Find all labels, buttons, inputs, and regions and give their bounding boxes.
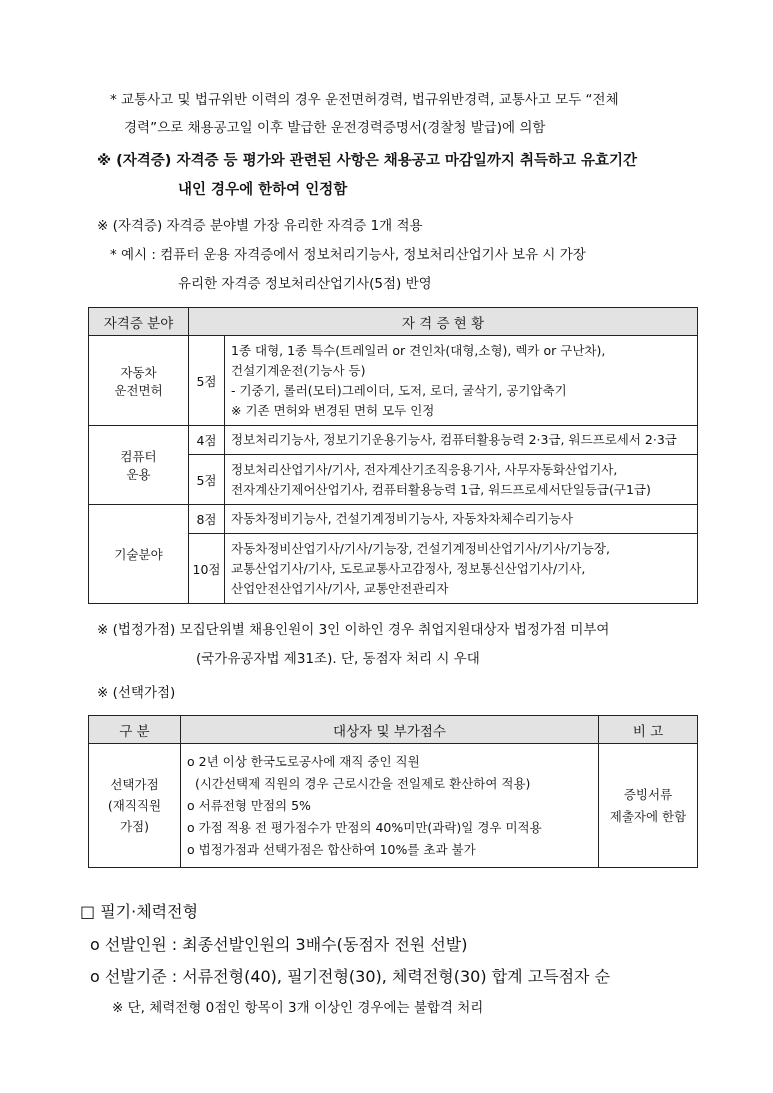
score-driving: 5점 <box>189 336 225 426</box>
example-b: 유리한 자격증 정보처리산업기사(5점) 반영 <box>178 276 432 292</box>
bonus-target-list: o 2년 이상 한국도로공사에 재직 중인 직원 (시간선택제 직원의 경우 근로시간을 전일제로 환산하여 적용) o 서류전형 만점의 5% o 가점 적용 전 평가점수가 만점의 40%미만(과락)일 경우 미적용 o 법정가점과 선택가점은 합산하여 10%를 초과 불가 <box>181 744 599 868</box>
bonus-table <box>88 715 698 868</box>
field-computer: 컴퓨터 운용 <box>89 426 189 505</box>
header-field: 자격증 분야 <box>89 308 189 336</box>
bonus-category: 선택가점 (재직직원 가점) <box>89 744 181 868</box>
computer-5-list: 정보처리산업기사/기사, 전자계산기조직응용기사, 사무자동화산업기사, 전자계산기제어산업기사, 컴퓨터활용능력 1급, 워드프로세서단일등급(구1급) <box>225 455 698 505</box>
star-note-1b: 경력”으로 채용공고일 이후 발급한 운전경력증명서(경찰청 발급)에 의함 <box>124 120 546 136</box>
field-driving: 자동차 운전면허 <box>89 336 189 426</box>
driving-list: 1종 대형, 1종 특수(트레일러 or 견인차(대형,소형), 렉카 or 구난차), 건설기계운전(기능사 등) - 기중기, 롤러(모터)그레이더, 도저, 로더, 굴삭기, 공기압축기 ※ 기존 면허와 변경된 면허 모두 인정 <box>225 336 698 426</box>
legal-note-a: ※ (법정가점) 모집단위별 채용인원이 3인 이하인 경우 취업지원대상자 법정가점 미부여 <box>97 622 610 638</box>
header-target: 대상자 및 부가점수 <box>181 716 599 744</box>
computer-4-list: 정보처리기능사, 정보기기운용기능사, 컴퓨터활용능력 2·3급, 워드프로세서 2·3급 <box>225 426 698 455</box>
section-item-1: o 선발인원 : 최종선발인원의 3배수(동점자 전원 선발) <box>90 935 468 954</box>
example-a: * 예시 : 컴퓨터 운용 자격증에서 정보처리기능사, 정보처리산업기사 보유 시 가장 <box>110 247 586 263</box>
header-category: 구 분 <box>89 716 181 744</box>
cert-table <box>88 307 698 604</box>
tech-10-list: 자동차정비산업기사/기사/기능장, 건설기계정비산업기사/기사/기능장, 교통산업기사/기사, 도로교통사고감정사, 정보통신산업기사/기사, 산업안전산업기사/기사, 교통안전관리자 <box>225 534 698 604</box>
section-title: □ 필기·체력전형 <box>80 902 199 921</box>
bold-note-a: ※ (자격증) 자격증 등 평가와 관련된 사항은 채용공고 마감일까지 취득하고 유효기간 <box>97 153 638 169</box>
section-sub-note: ※ 단, 체력전형 0점인 항목이 3개 이상인 경우에는 불합격 처리 <box>112 1000 484 1016</box>
field-tech: 기술분야 <box>89 505 189 604</box>
optional-title: ※ (선택가점) <box>97 685 176 701</box>
cert-note: ※ (자격증) 자격증 분야별 가장 유리한 자격증 1개 적용 <box>97 218 423 234</box>
header-note: 비 고 <box>599 716 698 744</box>
score-computer-4: 4점 <box>189 426 225 455</box>
tech-8-list: 자동차정비기능사, 건설기계정비기능사, 자동차차체수리기능사 <box>225 505 698 534</box>
legal-note-b: (국가유공자법 제31조). 단, 동점자 처리 시 우대 <box>196 651 480 667</box>
score-tech-8: 8점 <box>189 505 225 534</box>
score-tech-10: 10점 <box>189 534 225 604</box>
header-status: 자 격 증 현 황 <box>189 308 698 336</box>
bold-note-b: 내인 경우에 한하여 인정함 <box>178 182 348 198</box>
star-note-1a: * 교통사고 및 법규위반 이력의 경우 운전면허경력, 법규위반경력, 교통사고 모두 “전체 <box>110 92 619 108</box>
bonus-note: 증빙서류 제출자에 한함 <box>599 744 698 868</box>
score-computer-5: 5점 <box>189 455 225 505</box>
section-item-2: o 선발기준 : 서류전형(40), 필기전형(30), 체력전형(30) 합계 고득점자 순 <box>90 967 611 986</box>
